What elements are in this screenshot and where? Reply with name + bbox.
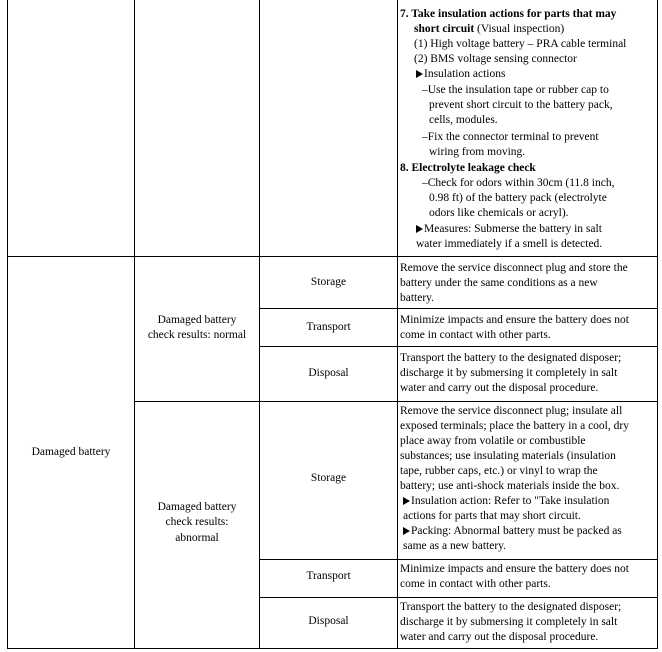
check-line1: –Check for odors within 30cm (11.8 inch, [422, 177, 615, 189]
insulation-actions-label: Insulation actions [416, 67, 505, 82]
abnormal-disposal-line3: water and carry out the disposal procedure. [400, 631, 599, 643]
abnormal-storage-line1: Remove the service disconnect plug; insulate all [400, 405, 623, 417]
normal-transport-line1: Minimize impacts and ensure the battery does not [400, 314, 629, 326]
triangle-bullet-icon [403, 497, 410, 505]
check-line2: 0.98 ft) of the battery pack (electrolyte [429, 192, 607, 204]
abnormal-transport-stage: Transport [306, 570, 351, 582]
abnormal-condition-label: Damaged battery check results: abnormal [157, 501, 237, 544]
damaged-battery-category: Damaged battery [31, 446, 111, 458]
action2-line2: wiring from moving. [429, 146, 526, 158]
triangle-bullet-icon [416, 70, 423, 78]
column-divider-3 [397, 0, 398, 649]
triangle-bullet-icon [416, 225, 423, 233]
row-divider-normal-storage [259, 308, 658, 309]
packing-note-line2: same as a new battery. [403, 540, 507, 552]
abnormal-transport-line2: come in contact with other parts. [400, 578, 551, 590]
row-divider-normal-transport [259, 346, 658, 347]
measures-line1: Measures: Submerse the battery in salt [416, 222, 602, 237]
row-divider-abnormal-storage [259, 559, 658, 560]
abnormal-storage-line5: tape, rubber caps, etc.) or vinyl to wrap the [400, 465, 598, 477]
step8-heading: 8. Electrolyte leakage check [400, 162, 536, 174]
step7-visual-inspection: (Visual inspection) [474, 23, 565, 35]
step7-heading: 7. Take insulation actions for parts that may [400, 8, 617, 20]
abnormal-storage-line3: place away from volatile or combustible [400, 435, 586, 447]
triangle-bullet-icon [403, 527, 410, 535]
abnormal-storage-line4: substances; use insulating materials (insulation [400, 450, 616, 462]
normal-disposal-line3: water and carry out the disposal procedure. [400, 382, 599, 394]
table-border-left [7, 0, 8, 649]
step7-heading-line2: short circuit [414, 23, 475, 35]
step7-item-2: (2) BMS voltage sensing connector [414, 53, 577, 65]
action2-line1: –Fix the connector terminal to prevent [422, 131, 599, 143]
abnormal-disposal-line1: Transport the battery to the designated disposer; [400, 601, 622, 613]
normal-storage-line1: Remove the service disconnect plug and store the [400, 262, 628, 274]
abnormal-storage-line2: exposed terminals; place the battery in a cool, dry [400, 420, 629, 432]
abnormal-disposal-line2: discharge it by submersing it completely in salt [400, 616, 618, 628]
normal-disposal-line1: Transport the battery to the designated disposer; [400, 352, 622, 364]
action1-line2: prevent short circuit to the battery pack, [429, 99, 613, 111]
row-divider-normal-abnormal [134, 401, 658, 402]
abnormal-storage-stage: Storage [310, 472, 347, 484]
action1-line3: cells, modules. [429, 114, 498, 126]
normal-storage-stage: Storage [310, 276, 347, 288]
normal-storage-line2: battery under the same conditions as a new [400, 277, 598, 289]
abnormal-storage-line6: battery; use anti-shock materials inside the box. [400, 480, 620, 492]
table-border-right [657, 0, 658, 649]
step7-item-1: (1) High voltage battery – PRA cable terminal [414, 38, 627, 50]
table-border-bottom [7, 648, 658, 649]
row-divider-abnormal-transport [259, 597, 658, 598]
row-divider-top-section [7, 256, 658, 257]
abnormal-transport-line1: Minimize impacts and ensure the battery does not [400, 563, 629, 575]
normal-storage-line3: battery. [400, 292, 435, 304]
action1-line1: –Use the insulation tape or rubber cap to [422, 84, 609, 96]
measures-line2: water immediately if a smell is detected. [416, 238, 603, 250]
abnormal-disposal-stage: Disposal [308, 615, 349, 627]
normal-transport-stage: Transport [306, 321, 351, 333]
insulation-note-line1: Insulation action: Refer to "Take insulation [403, 494, 609, 509]
normal-disposal-line2: discharge it by submersing it completely in salt [400, 367, 618, 379]
insulation-note-line2: actions for parts that may short circuit. [403, 510, 581, 522]
packing-note-line1: Packing: Abnormal battery must be packed as [403, 524, 622, 539]
check-line3: odors like chemicals or acryl). [429, 207, 569, 219]
step7-heading-cont [414, 22, 564, 37]
normal-condition-label: Damaged battery check results: normal [147, 314, 247, 342]
normal-disposal-stage: Disposal [308, 367, 349, 379]
normal-transport-line2: come in contact with other parts. [400, 329, 551, 341]
